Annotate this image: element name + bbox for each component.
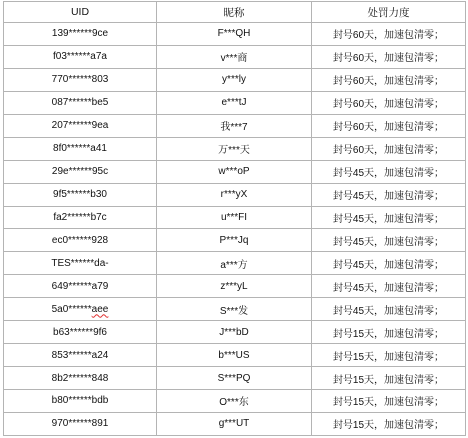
uid-cell [4,275,157,298]
uid-cell [4,252,157,275]
table-row [4,321,466,344]
nickname-cell: g***UT [157,412,312,435]
uid-text: TES******da- [51,257,109,269]
table-row [4,229,466,252]
table-row [4,344,466,367]
penalty-cell: 封号45天，加速包清零； [312,275,466,298]
uid-cell [4,68,157,91]
penalty-cell: 封号15天，加速包清零； [312,344,466,367]
penalty-cell: 封号60天，加速包清零； [312,68,466,91]
uid-cell [4,229,157,252]
table-row [4,275,466,298]
uid-cell [4,160,157,183]
nickname-cell: u***FI [157,206,312,229]
penalty-cell: 封号45天，加速包清零； [312,229,466,252]
uid-cell [4,344,157,367]
nickname-cell: e***tJ [157,91,312,114]
table-row [4,45,466,68]
header-row [4,2,466,23]
uid-text: 5a0******aee [51,303,109,315]
header-penalty: 处罚力度 [312,2,466,23]
penalty-cell: 封号15天，加速包清零； [312,390,466,413]
table-row [4,160,466,183]
nickname-cell: S***发 [157,298,312,321]
nickname-cell: O***东 [157,390,312,413]
uid-text: 853******a24 [51,349,109,361]
penalty-cell: 封号60天，加速包清零； [312,114,466,137]
penalty-cell: 封号60天，加速包清零； [312,23,466,46]
table-row [4,114,466,137]
uid-text: 770******803 [51,74,109,86]
uid-cell [4,114,157,137]
uid-text: 207******9ea [51,120,109,132]
nickname-cell: P***Jq [157,229,312,252]
uid-cell [4,321,157,344]
penalty-cell: 封号45天，加速包清零； [312,160,466,183]
header-nickname: 昵称 [157,2,312,23]
penalty-cell: 封号15天，加速包清零； [312,412,466,435]
penalty-cell: 封号60天，加速包清零； [312,137,466,160]
uid-cell [4,412,157,435]
table-row [4,298,466,321]
uid-cell [4,298,157,321]
nickname-cell: 我***7 [157,114,312,137]
penalty-table [3,1,466,436]
header-uid: UID [4,2,157,23]
penalty-cell: 封号15天，加速包清零； [312,321,466,344]
nickname-cell: b***US [157,344,312,367]
penalty-cell: 封号60天，加速包清零； [312,45,466,68]
uid-text: ec0******928 [51,234,109,246]
uid-text: 29e******95c [51,166,109,178]
table-row [4,206,466,229]
nickname-cell: r***yX [157,183,312,206]
uid-cell [4,390,157,413]
uid-cell [4,206,157,229]
uid-text: 8b2******848 [51,372,109,384]
table-header [4,2,466,23]
nickname-cell: 万***天 [157,137,312,160]
uid-text: 970******891 [51,418,109,430]
uid-cell [4,367,157,390]
table-row [4,412,466,435]
uid-cell [4,23,157,46]
table-row [4,137,466,160]
nickname-cell: a***方 [157,252,312,275]
uid-text: 649******a79 [51,280,109,292]
table-body [4,23,466,436]
nickname-cell: y***ly [157,68,312,91]
table-row [4,23,466,46]
uid-cell [4,137,157,160]
penalty-cell: 封号15天，加速包清零； [312,367,466,390]
uid-cell [4,45,157,68]
uid-text: 8f0******a41 [53,143,107,155]
table-row [4,68,466,91]
uid-text: f03******a7a [53,51,107,63]
uid-text: 9f5******b30 [53,189,107,201]
nickname-cell: v***商 [157,45,312,68]
table-row [4,252,466,275]
nickname-cell: w***oP [157,160,312,183]
uid-text: 139******9ce [51,28,109,40]
penalty-cell: 封号45天，加速包清零； [312,298,466,321]
nickname-cell: S***PQ [157,367,312,390]
penalty-cell: 封号45天，加速包清零； [312,252,466,275]
table-row [4,91,466,114]
uid-cell [4,91,157,114]
table-row [4,367,466,390]
uid-text: 087******be5 [51,97,109,109]
nickname-cell: F***QH [157,23,312,46]
penalty-cell: 封号60天，加速包清零； [312,91,466,114]
table-row [4,183,466,206]
uid-text: fa2******b7c [53,211,107,223]
uid-text: b80******bdb [51,395,109,407]
table-row [4,390,466,413]
penalty-cell: 封号45天，加速包清零； [312,206,466,229]
nickname-cell: J***bD [157,321,312,344]
uid-text: b63******9f6 [53,326,107,338]
penalty-cell: 封号45天，加速包清零； [312,183,466,206]
nickname-cell: z***yL [157,275,312,298]
uid-cell [4,183,157,206]
